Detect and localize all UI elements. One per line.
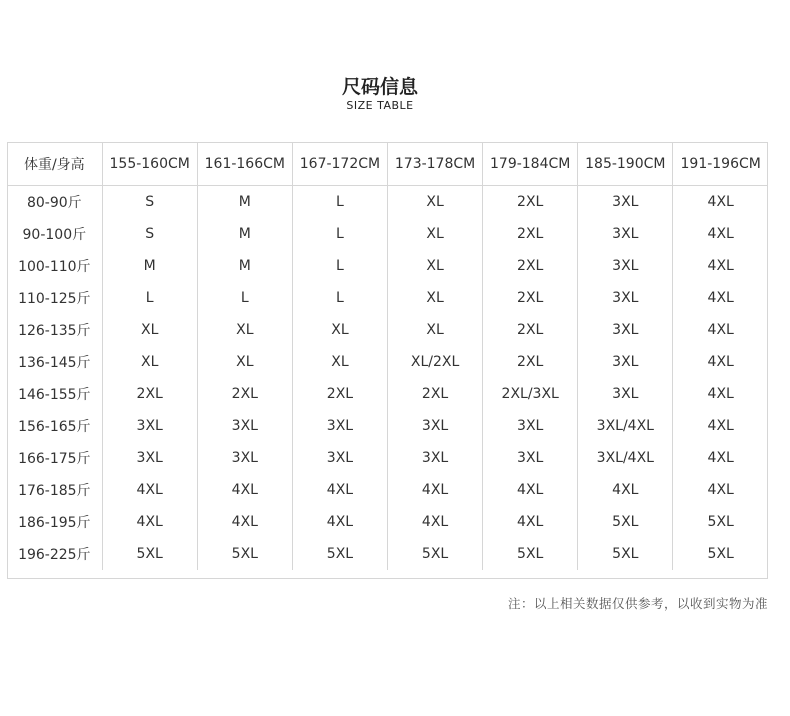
size-cell: 3XL: [102, 442, 197, 474]
size-cell: 4XL: [707, 290, 734, 306]
size-cell: 4XL: [707, 418, 734, 434]
size-cell: 2XL: [483, 218, 578, 250]
size-cell: 3XL: [483, 442, 578, 474]
table-row: [7, 538, 768, 570]
column-header: 155-160CM: [102, 142, 197, 186]
size-cell: XL: [102, 346, 197, 378]
size-cell: 5XL: [292, 538, 387, 570]
size-cell: 4XL: [388, 474, 483, 506]
table-row: [7, 378, 768, 410]
table-row: [7, 314, 768, 346]
column-header: 体重/身高: [7, 142, 102, 186]
size-table: [7, 142, 768, 570]
size-cell: 4XL: [197, 474, 292, 506]
size-cell: S: [102, 218, 197, 250]
size-cell: 5XL: [483, 538, 578, 570]
table-row: [7, 410, 768, 442]
weight-cell: 110-125斤: [7, 282, 102, 314]
size-cell: 5XL: [707, 546, 734, 562]
size-cell: 3XL: [578, 346, 673, 378]
size-cell: XL: [292, 314, 387, 346]
size-cell: 3XL/4XL: [578, 410, 673, 442]
column-header: 185-190CM: [578, 142, 673, 186]
size-cell: XL: [102, 314, 197, 346]
table-row: [7, 186, 768, 219]
table-header-row: [7, 142, 768, 186]
size-cell: 3XL: [578, 186, 673, 219]
size-cell: 3XL: [388, 410, 483, 442]
size-cell: XL: [388, 186, 483, 219]
size-cell: XL: [197, 314, 292, 346]
size-cell: 4XL: [483, 506, 578, 538]
size-cell: 3XL: [578, 314, 673, 346]
weight-cell: 186-195斤: [7, 506, 102, 538]
size-cell: S: [102, 186, 197, 219]
weight-cell: 90-100斤: [7, 218, 102, 250]
weight-cell: 196-225斤: [7, 538, 102, 570]
size-cell: 4XL: [707, 386, 734, 402]
size-cell: 3XL: [578, 378, 673, 410]
size-cell: 3XL: [578, 250, 673, 282]
size-cell: L: [292, 218, 387, 250]
size-cell: 2XL: [483, 314, 578, 346]
size-cell: 5XL: [578, 506, 673, 538]
size-cell: 3XL: [483, 410, 578, 442]
size-cell: 4XL: [578, 474, 673, 506]
size-cell: 5XL: [388, 538, 483, 570]
weight-cell: 100-110斤: [7, 250, 102, 282]
table-row: [7, 282, 768, 314]
size-cell: L: [292, 186, 387, 219]
size-cell: 4XL: [197, 506, 292, 538]
size-cell: 4XL: [707, 322, 734, 338]
weight-cell: 80-90斤: [7, 186, 102, 219]
size-cell: XL: [292, 346, 387, 378]
size-cell: XL/2XL: [388, 346, 483, 378]
size-cell: M: [197, 218, 292, 250]
size-cell: 4XL: [707, 354, 734, 370]
weight-cell: 176-185斤: [7, 474, 102, 506]
size-cell: 3XL: [102, 410, 197, 442]
table-row: [7, 346, 768, 378]
size-cell: 2XL: [292, 378, 387, 410]
size-cell: 4XL: [483, 474, 578, 506]
size-cell: 2XL: [197, 378, 292, 410]
column-header: 191-196CM: [673, 142, 768, 186]
size-cell: 3XL: [578, 218, 673, 250]
table-row: [7, 442, 768, 474]
size-cell: 4XL: [102, 506, 197, 538]
column-header: 179-184CM: [483, 142, 578, 186]
size-cell: 4XL: [707, 258, 734, 274]
size-cell: 2XL: [388, 378, 483, 410]
size-cell: 3XL: [578, 282, 673, 314]
weight-cell: 166-175斤: [7, 442, 102, 474]
size-cell: XL: [388, 314, 483, 346]
size-cell: L: [292, 282, 387, 314]
size-cell: 4XL: [388, 506, 483, 538]
table-row: [7, 506, 768, 538]
table-body: [7, 186, 768, 571]
size-cell: 2XL: [102, 378, 197, 410]
weight-cell: 146-155斤: [7, 378, 102, 410]
size-cell: 2XL: [483, 282, 578, 314]
size-cell: 2XL: [483, 186, 578, 219]
page-subtitle: SIZE TABLE: [346, 99, 414, 112]
column-header: 173-178CM: [388, 142, 483, 186]
size-cell: 2XL: [483, 346, 578, 378]
table-row: [7, 250, 768, 282]
size-cell: XL: [388, 282, 483, 314]
size-cell: M: [102, 250, 197, 282]
column-header: 161-166CM: [197, 142, 292, 186]
table-row: [7, 218, 768, 250]
size-cell: 4XL: [102, 474, 197, 506]
size-cell: 5XL: [707, 514, 734, 530]
size-cell: XL: [388, 250, 483, 282]
size-cell: 4XL: [292, 474, 387, 506]
size-cell: 3XL: [388, 442, 483, 474]
size-cell: 3XL/4XL: [578, 442, 673, 474]
weight-cell: 126-135斤: [7, 314, 102, 346]
table-row: [7, 474, 768, 506]
size-cell: 3XL: [197, 442, 292, 474]
size-cell: 5XL: [578, 538, 673, 570]
size-cell: 3XL: [292, 442, 387, 474]
size-cell: 4XL: [707, 226, 734, 242]
weight-cell: 156-165斤: [7, 410, 102, 442]
size-cell: 4XL: [707, 194, 734, 210]
size-cell: L: [102, 282, 197, 314]
page-title: 尺码信息: [341, 76, 418, 98]
size-cell: M: [197, 186, 292, 219]
size-cell: 3XL: [292, 410, 387, 442]
size-cell: M: [197, 250, 292, 282]
size-cell: XL: [197, 346, 292, 378]
size-cell: XL: [388, 218, 483, 250]
column-header: 167-172CM: [292, 142, 387, 186]
size-cell: L: [292, 250, 387, 282]
size-cell: 2XL: [483, 250, 578, 282]
size-cell: 5XL: [102, 538, 197, 570]
size-cell: 4XL: [707, 450, 734, 466]
size-cell: 4XL: [707, 482, 734, 498]
size-cell: 5XL: [197, 538, 292, 570]
weight-cell: 136-145斤: [7, 346, 102, 378]
size-cell: 2XL/3XL: [483, 378, 578, 410]
size-cell: 4XL: [292, 506, 387, 538]
footer-note: 注：以上相关数据仅供参考，以收到实物为准: [507, 596, 768, 611]
size-cell: 3XL: [197, 410, 292, 442]
size-cell: L: [197, 282, 292, 314]
